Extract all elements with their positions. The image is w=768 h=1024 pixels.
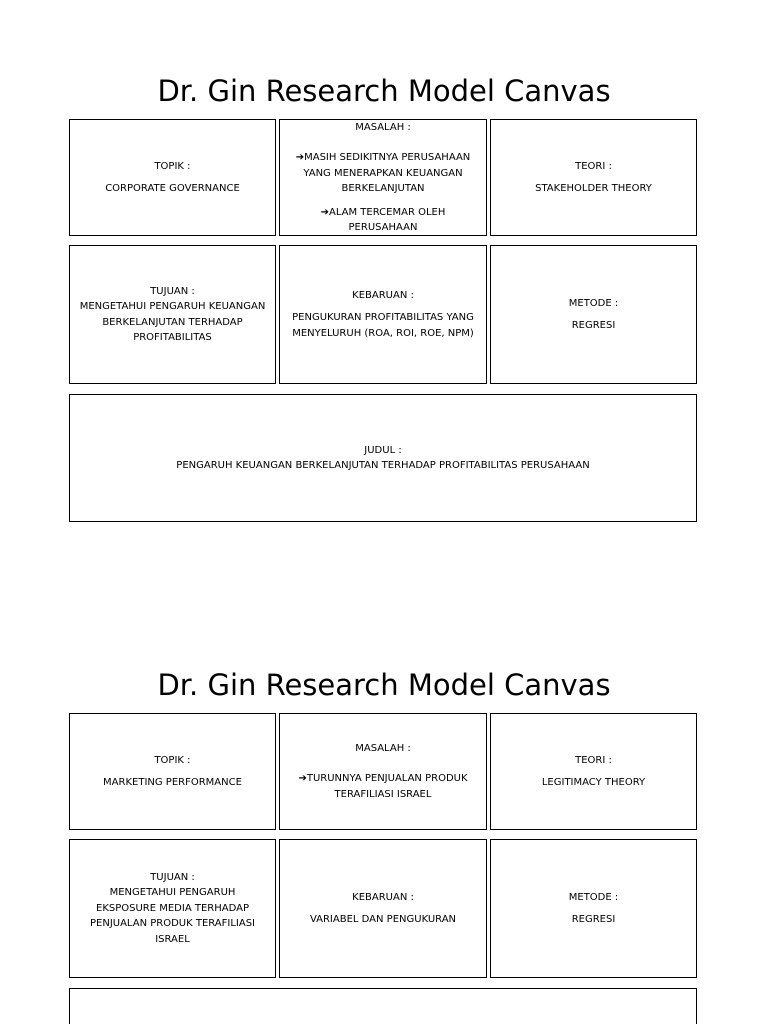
topik-text: CORPORATE GOVERNANCE (105, 183, 240, 194)
judul-text: PENGARUH KEUANGAN BERKELANJUTAN TERHADAP PROFITABILITAS PERUSAHAAN (176, 460, 590, 471)
judul-label: JUDUL : (364, 444, 402, 456)
masalah-box (279, 713, 487, 830)
canvas-title: Dr. Gin Research Model Canvas (157, 668, 611, 702)
teori-label: TEORI : (575, 160, 612, 172)
tujuan-box (69, 839, 276, 978)
tujuan-label: TUJUAN : (150, 285, 195, 297)
masalah-box (279, 119, 487, 236)
kebaruan-box (279, 245, 487, 384)
masalah-item: ➔MASIH SEDIKITNYA PERUSAHAAN YANG MENERAPKAN KEUANGAN BERKELANJUTAN (295, 152, 471, 194)
arrow-right-icon: ➔ (320, 206, 330, 218)
canvas-title: Dr. Gin Research Model Canvas (157, 74, 611, 108)
tujuan-text: MENGETAHUI PENGARUH EKSPOSURE MEDIA TERHADAP PENJUALAN PRODUK TERAFILIASI ISRAEL (89, 887, 255, 945)
judul-box (69, 394, 697, 522)
kebaruan-text: VARIABEL DAN PENGUKURAN (309, 914, 457, 925)
topik-box (69, 119, 276, 236)
topik-label: TOPIK : (154, 160, 191, 172)
kebaruan-label: KEBARUAN : (352, 289, 414, 301)
masalah-label: MASALAH : (355, 742, 411, 754)
metode-label: METODE : (568, 297, 619, 309)
metode-box (490, 839, 697, 978)
judul-box (69, 988, 697, 1024)
tujuan-text: MENGETAHUI PENGARUH KEUANGAN BERKELANJUTAN TERHADAP PROFITABILITAS (79, 301, 266, 343)
kebaruan-box (279, 839, 487, 978)
kebaruan-label: KEBARUAN : (352, 891, 414, 903)
tujuan-label: TUJUAN : (150, 871, 195, 883)
teori-text: LEGITIMACY THEORY (541, 777, 646, 788)
tujuan-box (69, 245, 276, 384)
masalah-item: ➔ALAM TERCEMAR OLEH PERUSAHAAN (320, 206, 446, 233)
arrow-right-icon: ➔ (298, 773, 307, 785)
metode-text: REGRESI (571, 914, 616, 925)
teori-box (490, 119, 697, 236)
topik-label: TOPIK : (154, 754, 191, 766)
masalah-label: MASALAH : (355, 121, 411, 133)
metode-label: METODE : (568, 891, 619, 903)
teori-text: STAKEHOLDER THEORY (535, 183, 652, 194)
metode-box (490, 245, 697, 384)
topik-text: MARKETING PERFORMANCE (103, 777, 242, 788)
kebaruan-text: PENGUKURAN PROFITABILITAS YANG MENYELURUH (ROA, ROI, ROE, NPM) (292, 312, 474, 339)
topik-box (69, 713, 276, 830)
masalah-item: ➔TURUNNYA PENJUALAN PRODUK TERAFILIASI ISRAEL (298, 773, 468, 800)
teori-box (490, 713, 697, 830)
teori-label: TEORI : (575, 754, 612, 766)
arrow-right-icon: ➔ (295, 152, 305, 163)
metode-text: REGRESI (571, 320, 616, 331)
